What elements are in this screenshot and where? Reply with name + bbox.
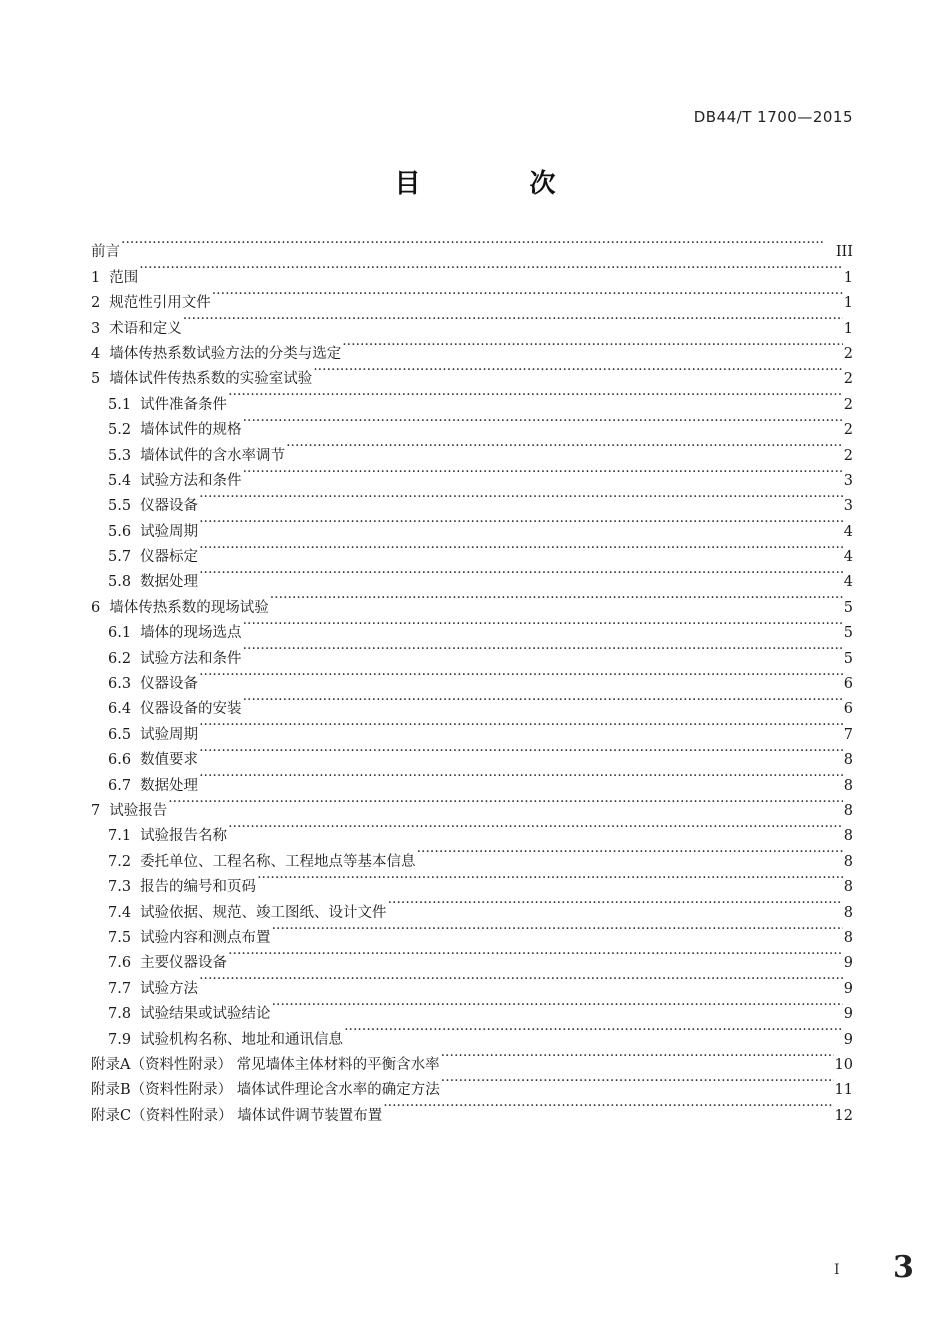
toc-entry-page: 3 (843, 498, 853, 515)
toc-entry[interactable] (91, 688, 853, 718)
toc-leader-dots (199, 510, 843, 535)
toc-entry-label: 墙体传热系数的现场试验 (109, 599, 269, 616)
toc-leader-dots (199, 663, 843, 688)
toc-leader-dots (441, 1044, 834, 1069)
toc-leader-dots (388, 891, 843, 916)
toc-entry[interactable] (91, 231, 853, 261)
toc-entry-label: 试验内容和测点布置 (140, 929, 271, 946)
toc-entry-number: 7 (91, 802, 101, 819)
toc-leader-dots (270, 586, 843, 611)
toc-entry-label: 仪器设备 (140, 676, 199, 693)
toc-entry[interactable] (91, 282, 853, 312)
toc-entry-page: 7 (843, 726, 853, 743)
toc-leader-dots (121, 231, 835, 256)
toc-entry-label: 仪器设备 (140, 498, 199, 515)
toc-leader-dots (199, 764, 843, 789)
toc-entry-label: 试验报告名称 (140, 828, 228, 845)
toc-entry-number: 7.5 (108, 929, 132, 946)
toc-entry-number: 5.3 (108, 447, 132, 464)
toc-entry-page: 2 (843, 371, 853, 388)
toc-entry[interactable] (91, 815, 853, 845)
toc-entry-number: 5.2 (108, 422, 132, 439)
toc-entry-page: 8 (843, 904, 853, 921)
toc-entry-label: 前言 (91, 244, 120, 261)
toc-entry-label: 报告的编号和页码 (140, 879, 257, 896)
toc-entry-number: 6.6 (108, 752, 132, 769)
toc-leader-dots (243, 637, 843, 662)
toc-entry-label: 试验报告 (109, 802, 168, 819)
toc-entry-page: 3 (843, 472, 853, 489)
toc-entry[interactable] (91, 561, 853, 591)
toc-entry-number: 5.5 (108, 498, 132, 515)
toc-leader-dots (183, 307, 843, 332)
toc-entry-page: 2 (843, 447, 853, 464)
toc-entry-page: 2 (843, 422, 853, 439)
standard-code: DB44/T 1700—2015 (693, 108, 853, 126)
toc-entry-label: 墙体试件传热系数的实验室试验 (109, 371, 313, 388)
toc-entry-number: 7.6 (108, 955, 132, 972)
toc-entry[interactable] (91, 256, 853, 286)
toc-entry-number: 3 (91, 320, 101, 337)
toc-entry-page: 8 (843, 752, 853, 769)
toc-entry-label: 试验周期 (140, 523, 199, 540)
toc-entry-label: 仪器设备的安装 (140, 701, 242, 718)
toc-leader-dots (199, 713, 843, 738)
toc-entry-number: 7.9 (108, 1031, 132, 1048)
toc-entry-page: III (835, 244, 853, 261)
toc-leader-dots (199, 561, 843, 586)
toc-entry-label: 附录A（资料性附录） 常见墙体主体材料的平衡含水率 (91, 1056, 440, 1073)
toc-entry-page: 12 (834, 1107, 853, 1124)
toc-entry-number: 2 (91, 295, 101, 312)
toc-entry-number: 5 (91, 371, 101, 388)
toc-leader-dots (212, 282, 843, 307)
toc-entry[interactable] (91, 663, 853, 693)
toc-entry-number: 5.8 (108, 574, 132, 591)
toc-entry-label: 墙体传热系数试验方法的分类与选定 (109, 345, 342, 362)
toc-entry-label: 委托单位、工程名称、工程地点等基本信息 (140, 853, 416, 870)
toc-entry-label: 墙体的现场选点 (140, 625, 242, 642)
toc-entry-number: 7.1 (108, 828, 132, 845)
toc-leader-dots (228, 815, 843, 840)
scan-page-number: 3 (893, 1250, 914, 1285)
toc-entry-label: 附录C（资料性附录） 墙体试件调节装置布置 (91, 1107, 383, 1124)
toc-leader-dots (286, 434, 843, 459)
toc-leader-dots (417, 840, 843, 865)
toc-leader-dots (344, 1018, 843, 1043)
toc-entry-page: 8 (843, 879, 853, 896)
toc-entry[interactable] (91, 536, 853, 566)
toc-leader-dots (243, 612, 843, 637)
toc-entry-label: 试验依据、规范、竣工图纸、设计文件 (140, 904, 387, 921)
toc-entry-page: 1 (843, 320, 853, 337)
toc-entry-page: 9 (843, 1031, 853, 1048)
toc-leader-dots (199, 739, 843, 764)
toc-entry-label: 试件准备条件 (140, 396, 228, 413)
toc-entry-page: 5 (843, 599, 853, 616)
toc-leader-dots (272, 993, 843, 1018)
toc-leader-dots (441, 1069, 834, 1094)
toc-entry-number: 6.1 (108, 625, 132, 642)
toc-entry-number: 7.8 (108, 1006, 132, 1023)
toc-entry-page: 8 (843, 853, 853, 870)
toc-entry[interactable] (91, 713, 853, 743)
toc-entry-page: 9 (843, 955, 853, 972)
toc-leader-dots (313, 358, 843, 383)
toc-entry-number: 6.3 (108, 676, 132, 693)
table-of-contents (91, 231, 853, 1124)
toc-entry-page: 6 (843, 701, 853, 718)
toc-entry-page: 8 (843, 802, 853, 819)
toc-entry-label: 附录B（资料性附录） 墙体试件理论含水率的确定方法 (91, 1082, 440, 1099)
toc-leader-dots (139, 256, 843, 281)
toc-entry[interactable] (91, 510, 853, 540)
toc-entry-page: 4 (843, 549, 853, 566)
toc-leader-dots (243, 460, 843, 485)
toc-entry-number: 1 (91, 269, 101, 286)
toc-entry-label: 术语和定义 (109, 320, 182, 337)
toc-entry[interactable] (91, 307, 853, 337)
toc-entry-label: 墙体试件的规格 (140, 422, 242, 439)
toc-entry-label: 试验方法 (140, 980, 199, 997)
toc-entry-label: 墙体试件的含水率调节 (140, 447, 286, 464)
toc-entry-number: 6.7 (108, 777, 132, 794)
toc-entry-number: 7.3 (108, 879, 132, 896)
toc-leader-dots (243, 688, 843, 713)
toc-entry-label: 范围 (109, 269, 139, 286)
toc-entry-number: 6 (91, 599, 101, 616)
toc-leader-dots (342, 333, 843, 358)
toc-entry[interactable] (91, 485, 853, 515)
toc-entry-number: 5.6 (108, 523, 132, 540)
toc-entry-number: 6.5 (108, 726, 132, 743)
page-number-roman: I (834, 1262, 840, 1278)
toc-entry-page: 8 (843, 777, 853, 794)
toc-entry-page: 1 (843, 269, 853, 286)
toc-entry-number: 6.2 (108, 650, 132, 667)
toc-entry-page: 5 (843, 625, 853, 642)
toc-entry-page: 10 (834, 1056, 853, 1073)
toc-entry-label: 数值要求 (140, 752, 199, 769)
toc-entry-page: 2 (843, 345, 853, 362)
toc-entry-page: 11 (834, 1082, 853, 1099)
toc-entry-number: 5.1 (108, 396, 132, 413)
toc-entry-page: 8 (843, 929, 853, 946)
toc-entry-label: 规范性引用文件 (109, 295, 211, 312)
toc-leader-dots (272, 917, 843, 942)
toc-entry[interactable] (91, 790, 853, 819)
toc-leader-dots (199, 967, 843, 992)
toc-entry-label: 主要仪器设备 (140, 955, 228, 972)
toc-entry-page: 5 (843, 650, 853, 667)
toc-leader-dots (257, 866, 843, 891)
toc-entry-page: 8 (843, 828, 853, 845)
toc-entry-label: 试验机构名称、地址和通讯信息 (140, 1031, 344, 1048)
toc-entry[interactable] (91, 967, 853, 997)
toc-entry-number: 5.4 (108, 472, 132, 489)
toc-entry[interactable] (91, 586, 853, 616)
toc-leader-dots (199, 536, 843, 561)
toc-entry-number: 7.7 (108, 980, 132, 997)
toc-entry-label: 试验结果或试验结论 (140, 1006, 271, 1023)
toc-entry-page: 1 (843, 295, 853, 312)
toc-entry-number: 5.7 (108, 549, 132, 566)
toc-entry-page: 6 (843, 676, 853, 693)
toc-entry-label: 数据处理 (140, 574, 199, 591)
toc-entry[interactable] (91, 993, 853, 1023)
toc-entry-page: 2 (843, 396, 853, 413)
toc-entry-page: 9 (843, 980, 853, 997)
toc-entry-number: 4 (91, 345, 101, 362)
toc-leader-dots (243, 409, 843, 434)
toc-entry-number: 7.4 (108, 904, 132, 921)
toc-entry-label: 试验方法和条件 (140, 650, 242, 667)
toc-leader-dots (168, 790, 843, 815)
toc-entry-label: 仪器标定 (140, 549, 199, 566)
toc-entry-label: 数据处理 (140, 777, 199, 794)
toc-entry-number: 6.4 (108, 701, 132, 718)
toc-entry-label: 试验方法和条件 (140, 472, 242, 489)
toc-leader-dots (228, 383, 843, 408)
toc-entry-page: 4 (843, 523, 853, 540)
toc-leader-dots (383, 1094, 833, 1119)
page-title: 目 次 (394, 169, 606, 199)
toc-leader-dots (228, 942, 843, 967)
toc-entry[interactable] (91, 739, 853, 769)
toc-entry[interactable] (91, 764, 853, 794)
toc-entry[interactable] (91, 333, 853, 362)
toc-entry-page: 4 (843, 574, 853, 591)
toc-entry-page: 9 (843, 1006, 853, 1023)
toc-entry-number: 7.2 (108, 853, 132, 870)
toc-leader-dots (199, 485, 843, 510)
toc-entry-label: 试验周期 (140, 726, 199, 743)
